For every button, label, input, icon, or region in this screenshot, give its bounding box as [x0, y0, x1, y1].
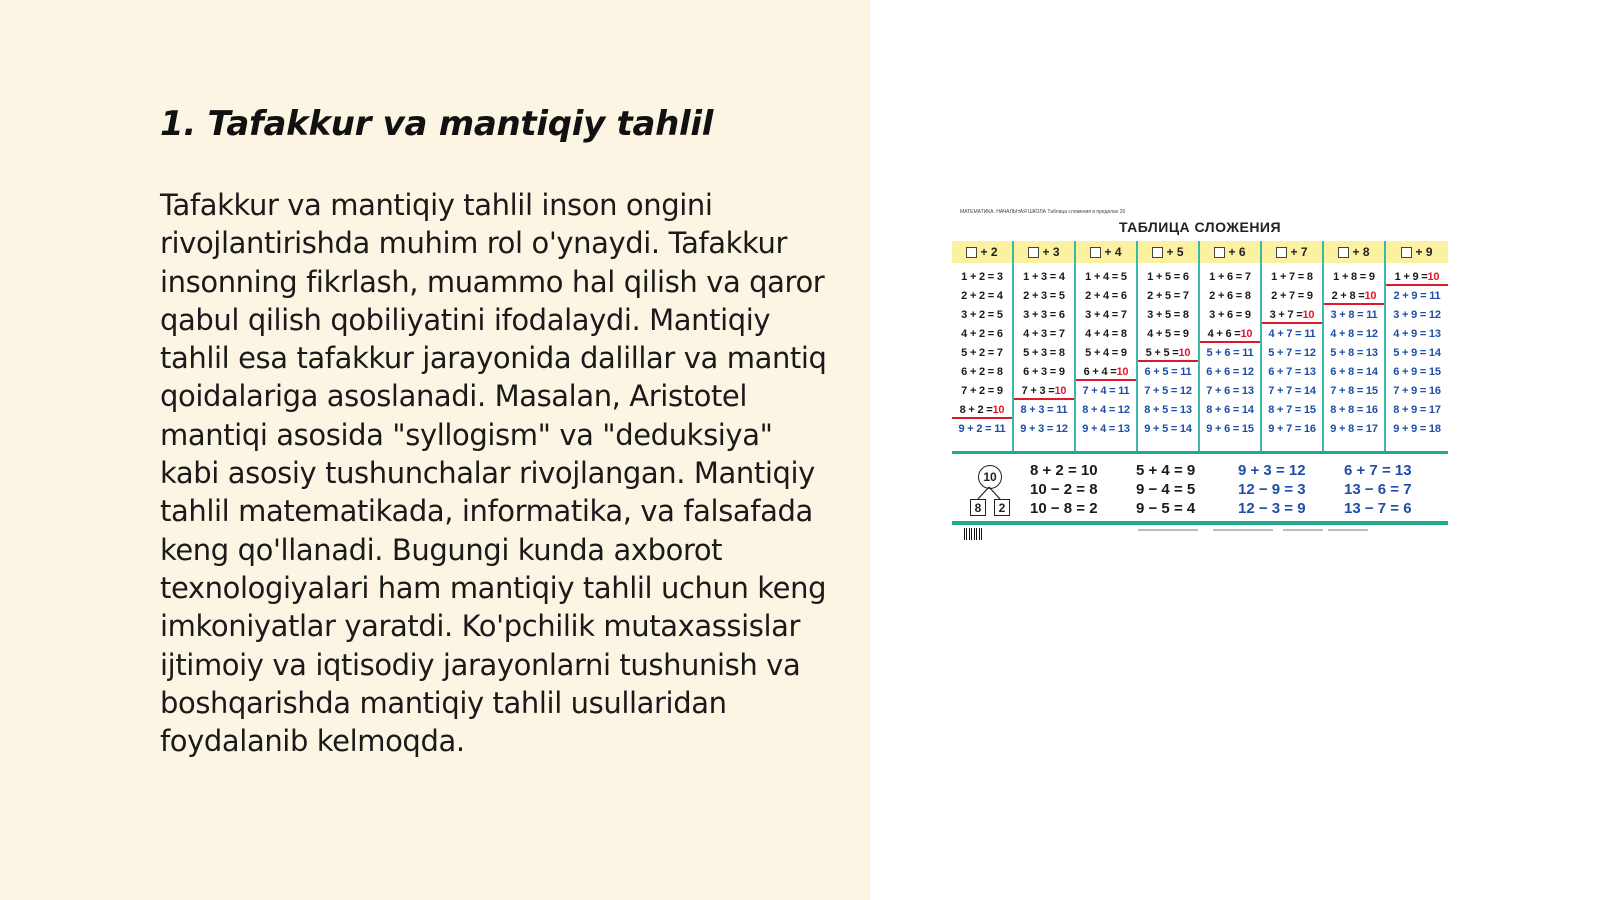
equation: 5 + 4 = 9: [1136, 462, 1196, 479]
table-cell: 2 + 4 = 6: [1085, 289, 1127, 302]
column-header: [1324, 241, 1384, 263]
table-cell: 3 + 2 = 5: [961, 308, 1003, 321]
blank-square-icon: [1090, 247, 1101, 258]
equation: 8 + 2 = 10: [1030, 462, 1098, 479]
table-cell: 8 + 7 = 15: [1268, 403, 1316, 416]
table-cell: 5 + 6 = 11: [1206, 346, 1254, 359]
column-header: [952, 241, 1012, 263]
table-column: [952, 241, 1014, 451]
poster-header: МАТЕМАТИКА. НАЧАЛЬНАЯ ШКОЛА Таблица сложения в пределах 20: [960, 209, 1126, 215]
blank-square-icon: [1401, 247, 1412, 258]
fine-print-line: [1138, 529, 1198, 531]
blank-square-icon: [966, 247, 977, 258]
equation-group: [1344, 461, 1412, 518]
table-cell: 5 + 9 = 14: [1393, 346, 1441, 359]
table-cell: 9 + 4 = 13: [1082, 422, 1130, 435]
table-cell: 5 + 3 = 8: [1023, 346, 1065, 359]
table-column: [1324, 241, 1386, 451]
example-equations: [952, 459, 1448, 519]
column-header-label: + 7: [1290, 245, 1308, 259]
blank-square-icon: [1152, 247, 1163, 258]
table-cell: 5 + 2 = 7: [961, 346, 1003, 359]
column-header-label: + 2: [980, 245, 998, 259]
addition-table-grid: [952, 241, 1448, 454]
table-cell: 7 + 2 = 9: [961, 384, 1003, 397]
equation-group: [1238, 461, 1306, 518]
table-cell: 9 + 8 = 17: [1330, 422, 1378, 435]
table-cell: 6 + 7 = 13: [1268, 365, 1316, 378]
table-column: [1200, 241, 1262, 451]
table-cell: 3 + 9 = 12: [1393, 308, 1441, 321]
table-cell: 8 + 6 = 14: [1206, 403, 1254, 416]
table-cell: 8 + 5 = 13: [1144, 403, 1192, 416]
column-header-label: + 8: [1352, 245, 1370, 259]
table-cell: 3 + 3 = 6: [1023, 308, 1065, 321]
table-cell: 1 + 4 = 5: [1085, 270, 1127, 283]
column-header: [1076, 241, 1136, 263]
equation: 10 − 8 = 2: [1030, 500, 1098, 517]
equation: 12 − 9 = 3: [1238, 481, 1306, 498]
column-header: [1200, 241, 1260, 263]
table-cell: 7 + 6 = 13: [1206, 384, 1254, 397]
table-cell: 1 + 5 = 6: [1147, 270, 1189, 283]
table-cell: 3 + 8 = 11: [1330, 308, 1378, 321]
table-column: [1014, 241, 1076, 451]
equation: 12 − 3 = 9: [1238, 500, 1306, 517]
table-cell: 9 + 2 = 11: [958, 422, 1006, 435]
slide-body-text: Tafakkur va mantiqiy tahlil inson ongini rivojlantirishda muhim rol o'ynaydi. Tafakkur insonning fikrlash, muammo hal qilish va qaror qabul qilish qobiliyatini ifodalaydi. Mantiqiy tahlil esa tafakkur jarayonida dalillar va mantiq qoidalariga asoslanadi. Masalan, Aristotel mantiqi asosida "syllogism" va "deduksiya" kabi asosiy tushunchalar rivojlangan. Mantiqiy tahlil matematikada, informatika, va falsafada keng qo'llanadi. Bugungi kunda axborot texnologiyalari ham mantiqiy tahlil uchun keng imkoniyatlar yaratdi. Ko'pchilik mutaxassislar ijtimoiy va iqtisodiy jarayonlarni tushunish va boshqarishda mantiqiy tahlil usullaridan foydalanib kelmoqda.: [160, 188, 827, 759]
column-header-label: + 4: [1104, 245, 1122, 259]
table-column: [1076, 241, 1138, 451]
table-cell: 1 + 3 = 4: [1023, 270, 1065, 283]
table-cell: 1 + 2 = 3: [961, 270, 1003, 283]
blank-square-icon: [1338, 247, 1349, 258]
table-cell: 4 + 8 = 12: [1330, 327, 1378, 340]
table-cell: 6 + 4 = 10: [1076, 362, 1136, 381]
table-cell: 2 + 6 = 8: [1209, 289, 1251, 302]
table-cell: 8 + 9 = 17: [1393, 403, 1441, 416]
column-header-label: + 6: [1228, 245, 1246, 259]
equation-group: [1136, 461, 1195, 518]
table-cell: 4 + 4 = 8: [1085, 327, 1127, 340]
table-cell: 3 + 5 = 8: [1147, 308, 1189, 321]
number-bond-diagram: [966, 465, 1016, 517]
table-cell: 5 + 7 = 12: [1268, 346, 1316, 359]
table-column: [1386, 241, 1448, 451]
table-cell: 7 + 7 = 14: [1268, 384, 1316, 397]
table-cell: 1 + 7 = 8: [1271, 270, 1313, 283]
equation-group: [1030, 461, 1098, 518]
table-cell: 4 + 2 = 6: [961, 327, 1003, 340]
table-cell: 9 + 5 = 14: [1144, 422, 1192, 435]
column-header-label: + 9: [1415, 245, 1433, 259]
table-cell: 6 + 2 = 8: [961, 365, 1003, 378]
table-cell: 2 + 9 = 11: [1393, 289, 1441, 302]
table-cell: 2 + 5 = 7: [1147, 289, 1189, 302]
equation: 13 − 6 = 7: [1344, 481, 1412, 498]
table-cell: 2 + 8 = 10: [1324, 286, 1384, 305]
column-header: [1138, 241, 1198, 263]
table-cell: 7 + 4 = 11: [1082, 384, 1130, 397]
poster-footer-bar: [952, 521, 1448, 525]
addition-table-poster: [948, 203, 1452, 545]
table-cell: 4 + 5 = 9: [1147, 327, 1189, 340]
slide-title: 1. Tafakkur va mantiqiy tahlil: [160, 104, 714, 144]
table-cell: 4 + 6 = 10: [1200, 324, 1260, 343]
table-cell: 2 + 2 = 4: [961, 289, 1003, 302]
table-cell: 1 + 9 = 10: [1386, 267, 1448, 286]
equation: 9 − 4 = 5: [1136, 481, 1196, 498]
column-header: [1014, 241, 1074, 263]
table-cell: 6 + 5 = 11: [1144, 365, 1192, 378]
table-cell: 1 + 8 = 9: [1333, 270, 1375, 283]
table-column: [1262, 241, 1324, 451]
blank-square-icon: [1214, 247, 1225, 258]
table-cell: 2 + 7 = 9: [1271, 289, 1313, 302]
table-cell: 3 + 7 = 10: [1262, 305, 1322, 324]
table-cell: 3 + 4 = 7: [1085, 308, 1127, 321]
equation: 6 + 7 = 13: [1344, 462, 1412, 479]
table-cell: 7 + 5 = 12: [1144, 384, 1192, 397]
table-cell: 5 + 8 = 13: [1330, 346, 1378, 359]
table-cell: 4 + 9 = 13: [1393, 327, 1441, 340]
column-header-label: + 3: [1042, 245, 1060, 259]
equation: 13 − 7 = 6: [1344, 500, 1412, 517]
equation: 9 − 5 = 4: [1136, 500, 1196, 517]
table-column: [1138, 241, 1200, 451]
table-cell: 2 + 3 = 5: [1023, 289, 1065, 302]
table-cell: 4 + 3 = 7: [1023, 327, 1065, 340]
table-cell: 9 + 7 = 16: [1268, 422, 1316, 435]
table-cell: 6 + 9 = 15: [1393, 365, 1441, 378]
table-cell: 7 + 8 = 15: [1330, 384, 1378, 397]
table-cell: 9 + 3 = 12: [1020, 422, 1068, 435]
table-cell: 9 + 9 = 18: [1393, 422, 1441, 435]
table-cell: 5 + 4 = 9: [1085, 346, 1127, 359]
table-cell: 6 + 3 = 9: [1023, 365, 1065, 378]
column-header: [1262, 241, 1322, 263]
equation: 9 + 3 = 12: [1238, 462, 1306, 479]
poster-title: ТАБЛИЦА СЛОЖЕНИЯ: [1118, 219, 1282, 235]
table-cell: 7 + 9 = 16: [1393, 384, 1441, 397]
number-bond-whole: 10: [978, 465, 1002, 489]
column-header: [1386, 241, 1448, 263]
table-cell: 4 + 7 = 11: [1268, 327, 1316, 340]
fine-print-line: [1283, 529, 1323, 531]
number-bond-part-b: 2: [994, 499, 1010, 516]
blank-square-icon: [1028, 247, 1039, 258]
number-bond-part-a: 8: [970, 499, 986, 516]
table-cell: 9 + 6 = 15: [1206, 422, 1254, 435]
blank-square-icon: [1276, 247, 1287, 258]
table-cell: 6 + 6 = 12: [1206, 365, 1254, 378]
table-cell: 3 + 6 = 9: [1209, 308, 1251, 321]
table-cell: 6 + 8 = 14: [1330, 365, 1378, 378]
table-cell: 8 + 4 = 12: [1082, 403, 1130, 416]
fine-print-line: [1213, 529, 1273, 531]
table-cell: 7 + 3 = 10: [1014, 381, 1074, 400]
table-cell: 8 + 8 = 16: [1330, 403, 1378, 416]
table-cell: 8 + 2 = 10: [952, 400, 1012, 419]
column-header-label: + 5: [1166, 245, 1184, 259]
table-cell: 8 + 3 = 11: [1020, 403, 1068, 416]
barcode-icon: [964, 528, 984, 540]
table-cell: 5 + 5 = 10: [1138, 343, 1198, 362]
equation: 10 − 2 = 8: [1030, 481, 1098, 498]
fine-print-line: [1328, 529, 1368, 531]
table-cell: 1 + 6 = 7: [1209, 270, 1251, 283]
